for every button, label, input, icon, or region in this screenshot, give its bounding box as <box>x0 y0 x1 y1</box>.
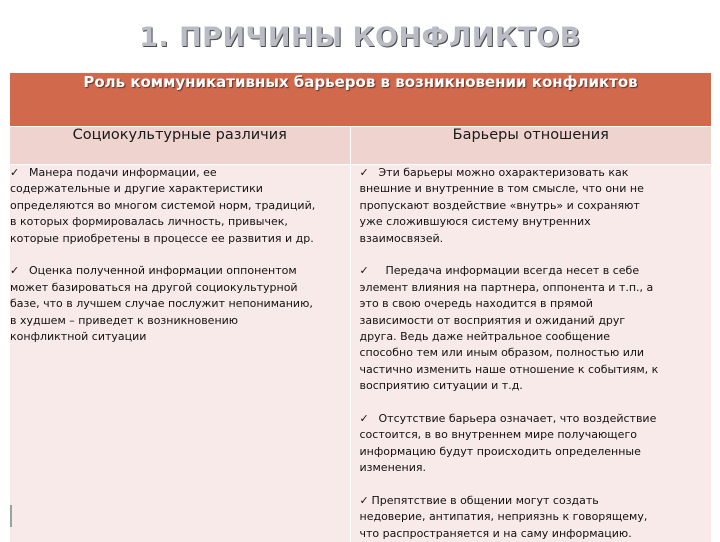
list-item-line: определяются во многом системой норм, традиций, <box>10 199 315 212</box>
list-item-line: частично изменить наше отношение к событиям, к <box>360 363 659 376</box>
list-item-line: Манера подачи информации, ее <box>29 166 217 179</box>
column-header-attitude: Барьеры отношения <box>350 127 711 165</box>
checkmark-icon: ✓ <box>360 493 372 509</box>
list-item-line: Оценка полученной информации оппонентом <box>29 264 297 277</box>
list-item-line: изменения. <box>360 461 426 474</box>
list-item-line: зависимости от восприятия и ожиданий друг <box>360 314 626 327</box>
list-item <box>10 165 350 247</box>
list-item-line: Отсутствие барьера означает, что воздействие <box>379 412 657 425</box>
list-item-line: взаимосвязей. <box>360 232 444 245</box>
sociocultural-cell <box>10 165 350 542</box>
table-header: Роль коммуникативных барьеров в возникновении конфликтов <box>10 73 711 127</box>
checkmark-icon: ✓ <box>10 263 22 279</box>
list-item <box>360 263 712 394</box>
barriers-table <box>10 73 711 542</box>
list-item-line: информацию будут происходить определенные <box>360 445 641 458</box>
list-item-line: что распространяется и на саму информацию. <box>360 527 632 540</box>
list-item-line: содержательные и другие характеристики <box>10 182 263 195</box>
list-item-line: друга. Ведь даже нейтральное сообщение <box>360 330 611 343</box>
list-item <box>360 165 712 247</box>
attitude-cell <box>350 165 711 542</box>
list-item-line: элемент влияния на партнера, оппонента и т.п., а <box>360 281 654 294</box>
list-item-line: состоится, в во внутреннем мире получающего <box>360 428 637 441</box>
checkmark-icon: ✓ <box>360 263 372 279</box>
list-item-line: восприятию ситуации и т.д. <box>360 379 523 392</box>
column-header-sociocultural: Социокультурные различия <box>10 127 350 165</box>
list-item <box>360 411 712 477</box>
list-item-line: недоверие, антипатия, неприязнь к говорящему, <box>360 510 648 523</box>
list-item-line: в которых формировалась личность, привычек, <box>10 215 288 228</box>
slide-title: 1. ПРИЧИНЫ КОНФЛИКТОВ <box>0 22 720 53</box>
checkmark-icon: ✓ <box>360 411 372 427</box>
list-item-line: которые приобретены в процессе ее развития и др. <box>10 232 314 245</box>
list-item-line: Эти барьеры можно охарактеризовать как <box>379 166 629 179</box>
list-item <box>10 263 350 345</box>
table-header-row <box>10 73 711 127</box>
list-item-line: конфликтной ситуации <box>10 330 146 343</box>
list-item-line: внешние и внутренние в том смысле, что они не <box>360 182 644 195</box>
list-item-line: пропускают воздействие «внутрь» и сохраняют <box>360 199 640 212</box>
divider <box>10 505 12 527</box>
list-item-line: базе, что в лучшем случае послужит непониманию, <box>10 297 313 310</box>
list-item <box>360 493 712 542</box>
table-body-row <box>10 165 711 542</box>
list-item-line: уже сложившуюся систему внутренних <box>360 215 591 228</box>
checkmark-icon: ✓ <box>10 165 22 181</box>
list-item-line: Передача информации всегда несет в себе <box>386 264 640 277</box>
list-item-line: способно тем или иным образом, полностью или <box>360 346 645 359</box>
list-item-line: Препятствие в общении могут создать <box>372 494 599 507</box>
list-item-line: это в свою очередь находится в прямой <box>360 297 593 310</box>
list-item-line: может базироваться на другой социокультурной <box>10 281 298 294</box>
column-headers-row <box>10 127 711 165</box>
list-item-line: в худшем – приведет к возникновению <box>10 314 238 327</box>
checkmark-icon: ✓ <box>360 165 372 181</box>
